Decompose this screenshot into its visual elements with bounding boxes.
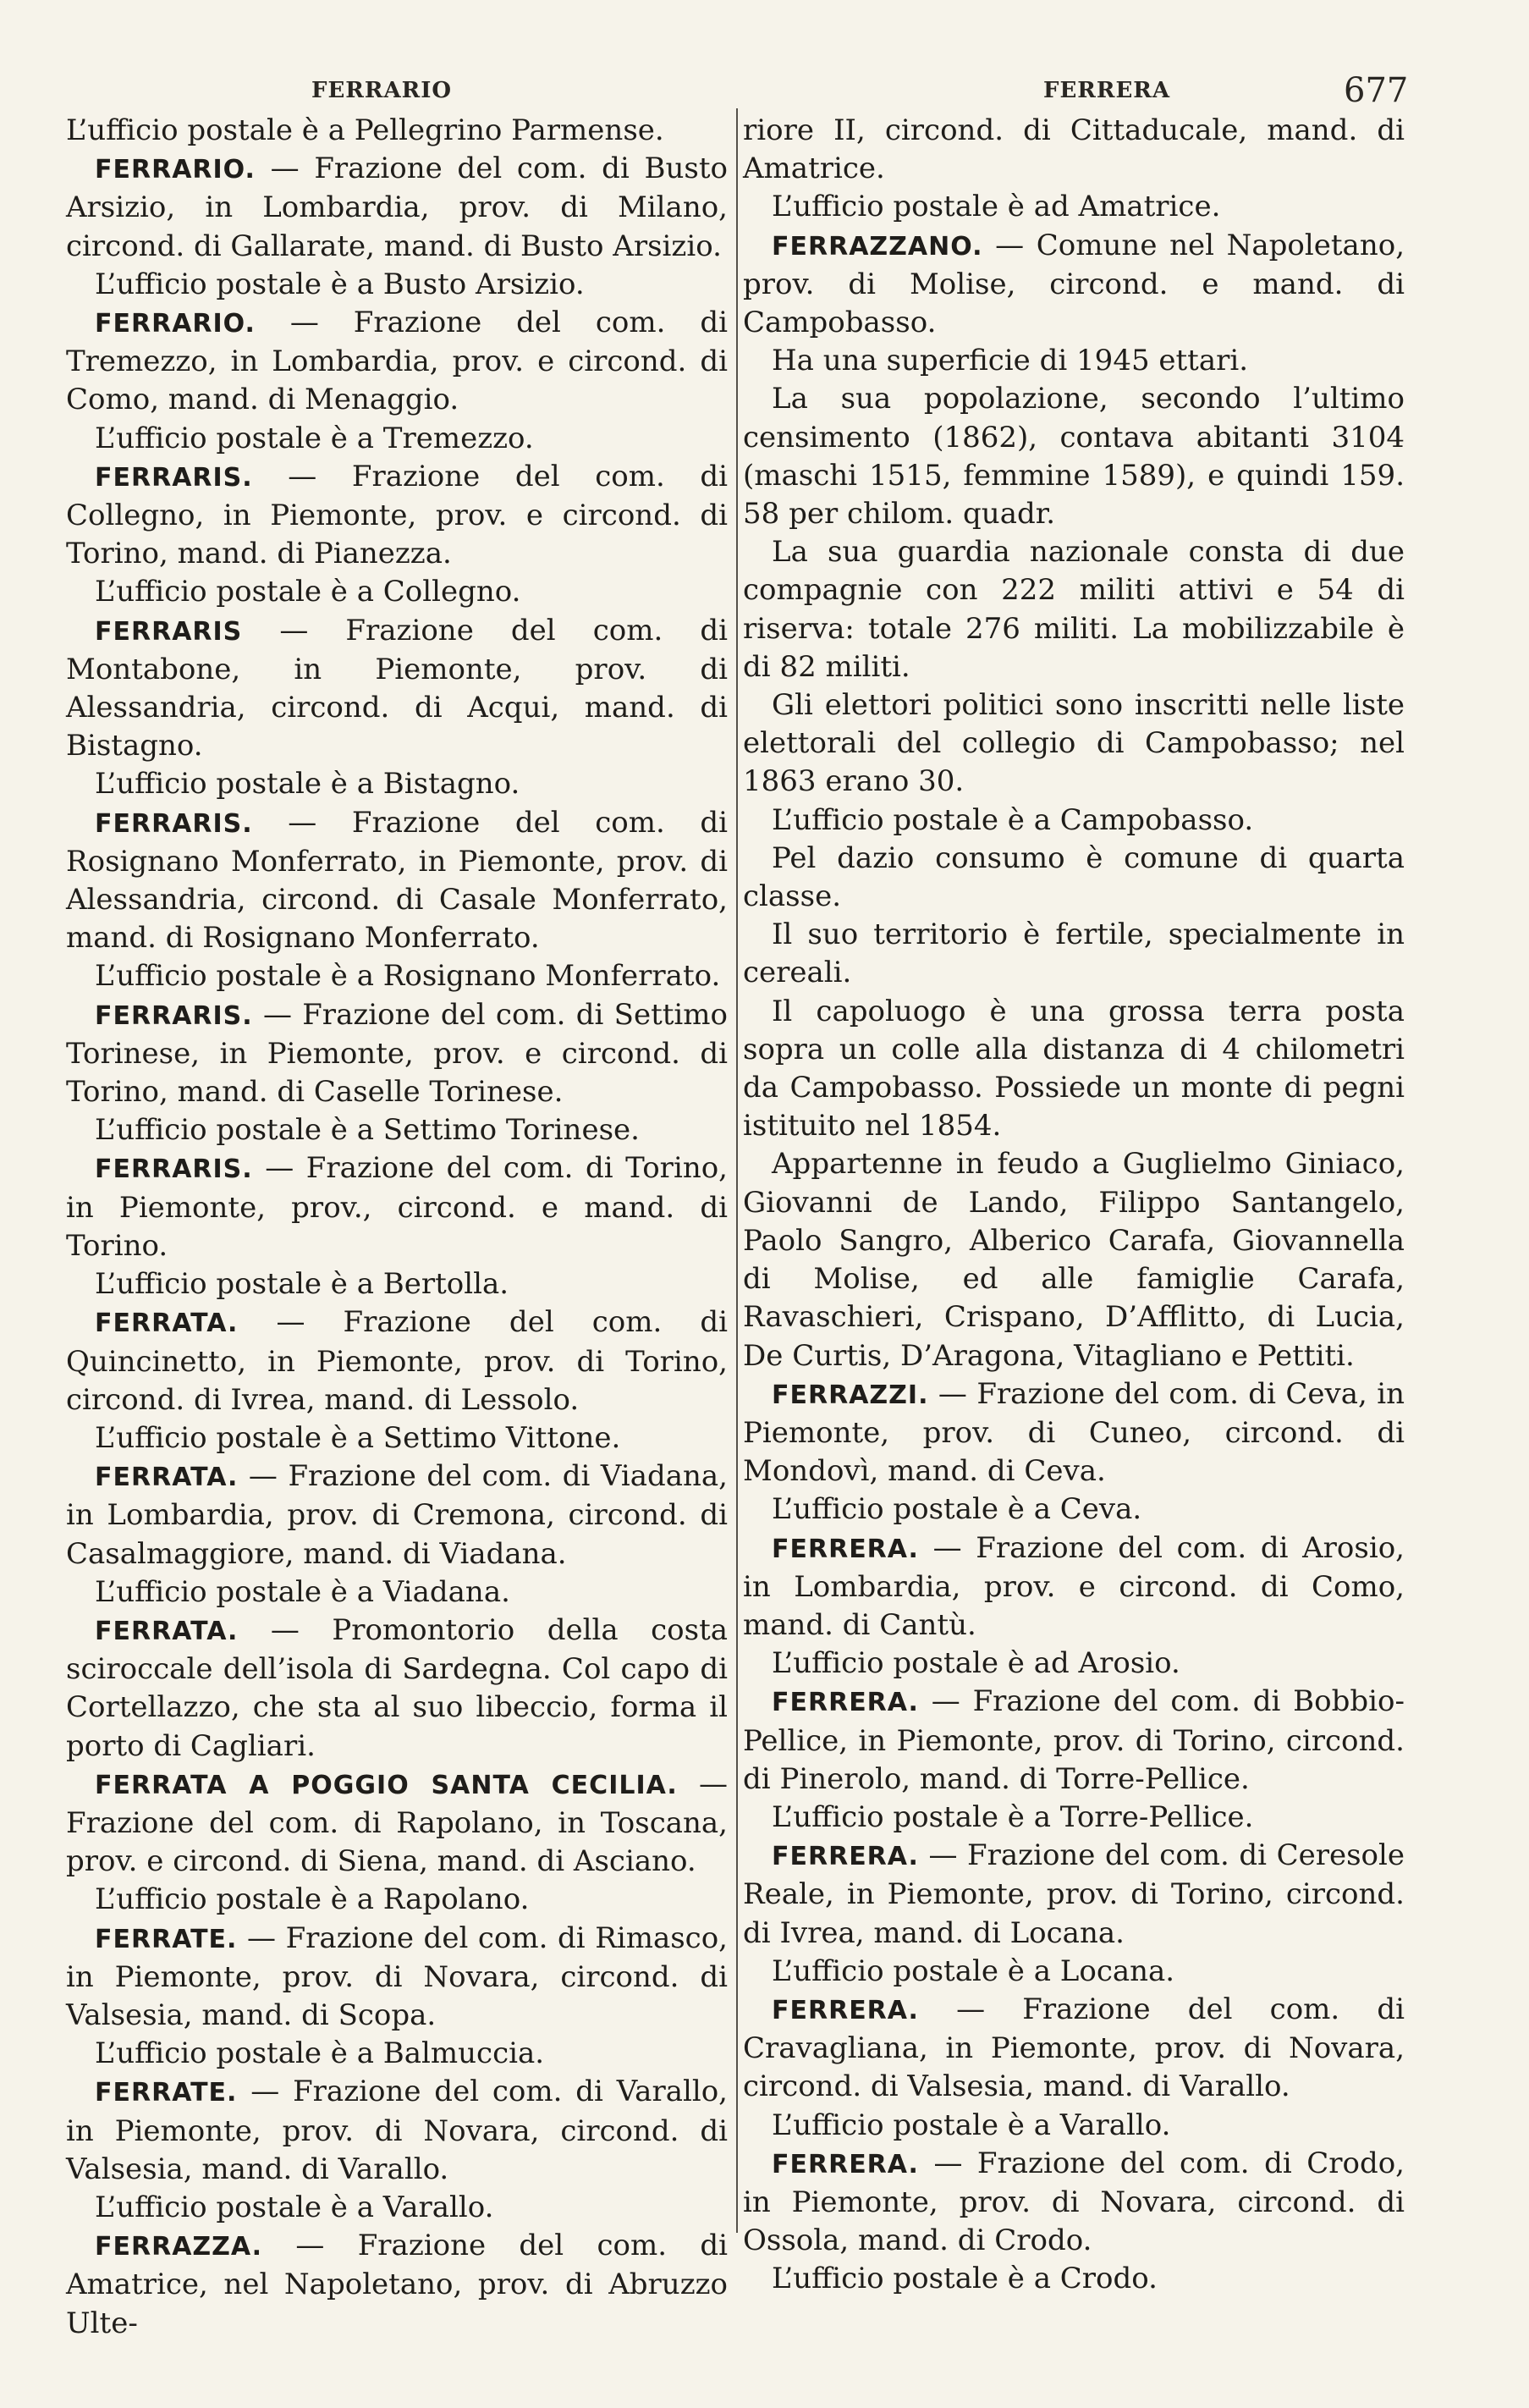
entry-text: — Comune nel Napoletano, prov. di Molise, circond. e mand. di Campobasso. [743,228,1405,340]
entry-text: — Frazione del com. di Crodo, in Piemonte, prov. di Novara, circond. di Ossola, mand. di Crodo. [743,2146,1405,2258]
entry-paragraph [743,1529,1405,1645]
entry-paragraph [66,804,728,958]
body-paragraph [743,1491,1405,1529]
entry-text: L’ufficio postale è a Varallo. [95,2190,494,2224]
entry-text: — Frazione del com. di Torino, in Piemonte, prov., circond. e mand. di Torino. [66,1151,728,1263]
body-paragraph [66,1111,728,1149]
entry-text: L’ufficio postale è a Tremezzo. [95,421,534,455]
entry-text: — Frazione del com. di Bobbio-Pellice, in Piemonte, prov. di Torino, circond. di Pinerolo, mand. di Torre-Pellice. [743,1684,1405,1796]
body-paragraph [743,2260,1405,2298]
entry-text: Pel dazio consumo è comune di quarta classe. [743,840,1405,914]
entry-text: L’ufficio postale è a Torre-Pellice. [772,1799,1254,1834]
body-paragraph [743,2107,1405,2145]
entry-text: — Frazione del com. di Montabone, in Piemonte, prov. di Alessandria, circond. di Acqui, mand. di Bistagno. [66,613,728,763]
column-divider [736,108,738,2233]
running-head-left: FERRARIO [311,78,453,103]
entry-headword: FERRARIS. [95,462,253,493]
entry-text: L’ufficio postale è a Collegno. [95,575,521,609]
entry-headword: FERRATA. [95,1616,239,1646]
entry-headword: FERRERA. [772,2149,919,2179]
entry-text: L’ufficio postale è a Varallo. [772,2108,1171,2142]
entry-text: Gli elettori politici sono inscritti nelle liste elettorali del collegio di Campobasso; nel 1863 erano 30. [743,688,1405,799]
entry-paragraph [66,150,728,266]
body-paragraph [743,188,1405,226]
entry-paragraph [66,1612,728,1766]
entry-paragraph [743,1837,1405,1953]
body-paragraph [743,686,1405,802]
entry-paragraph [743,227,1405,343]
entry-headword: FERRERA. [772,1995,919,2025]
body-paragraph [743,1645,1405,1683]
entry-headword: FERRERA. [772,1842,919,1872]
entry-paragraph [66,996,728,1112]
body-paragraph [66,957,728,995]
entry-text: — Frazione del com. di Amatrice, nel Napoletano, prov. di Abruzzo Ulte- [66,2229,728,2340]
entry-headword: FERRATE. [95,1924,238,1954]
entry-paragraph [743,1375,1405,1491]
body-paragraph [66,2035,728,2073]
entry-text: — Frazione del com. di Tremezzo, in Lombardia, prov. e circond. di Como, mand. di Menaggio. [66,306,728,417]
entry-paragraph [66,2073,728,2189]
entry-text: L’ufficio postale è a Balmuccia. [95,2036,545,2071]
body-paragraph [743,380,1405,533]
entry-text: Il suo territorio è fertile, specialmente in cereali. [743,917,1405,990]
entry-text: L’ufficio postale è a Rosignano Monferrato. [95,959,721,994]
entry-text: Appartenne in feudo a Guglielmo Giniaco, Giovanni de Lando, Filippo Santangelo, Paolo Sangro, Alberico Carafa, Giovannella di Molise, ed alle famiglie Carafa, Ravaschieri, Crispano, D’Afflitto, di Lucia, De Curtis, D’Aragona, Vitagliano e Pettiti. [743,1147,1405,1373]
entry-text: L’ufficio postale è a Locana. [772,1953,1175,1988]
left-column [66,112,728,2343]
entry-text: Il capoluogo è una grossa terra posta sopra un colle alla distanza di 4 chilometri da Campobasso. Possiede un monte di pegni istituito nel 1854. [743,994,1405,1143]
entry-text: — Frazione del com. di Ceresole Reale, in Piemonte, prov. di Torino, circond. di Ivrea, mand. di Locana. [743,1838,1405,1950]
entry-text: L’ufficio postale è ad Amatrice. [772,190,1221,224]
body-paragraph [743,342,1405,380]
entry-paragraph [66,612,728,766]
body-paragraph [743,840,1405,916]
page-number: 677 [1344,71,1409,110]
entry-text: — Promontorio della costa sciroccale dell’isola di Sardegna. Col capo di Cortellazzo, che sta al suo libeccio, forma il porto di Cagliari. [66,1612,728,1763]
body-paragraph [743,112,1405,188]
entry-text: — Frazione del com. di Cravagliana, in Piemonte, prov. di Novara, circond. di Valsesia, mand. di Varallo. [743,1992,1405,2104]
entry-text: — Frazione del com. di Viadana, in Lombardia, prov. di Cremona, circond. di Casalmaggiore, mand. di Viadana. [66,1459,728,1571]
entry-text: La sua popolazione, secondo l’ultimo censimento (1862), contava abitanti 3104 (maschi 1515, femmine 1589), e quindi 159. 58 per chilom. quadr. [743,382,1405,532]
entry-headword: FERRATA. [95,1309,239,1339]
entry-text: — Frazione del com. di Collegno, in Piemonte, prov. e circond. di Torino, mand. di Pianezza. [66,459,728,571]
body-paragraph [66,266,728,304]
right-column [743,112,1405,2299]
body-paragraph [743,993,1405,1146]
entry-text: Ha una superficie di 1945 ettari. [772,344,1249,378]
body-paragraph [743,1799,1405,1837]
body-paragraph [66,573,728,611]
entry-text: L’ufficio postale è a Busto Arsizio. [95,267,585,301]
entry-text: L’ufficio postale è a Campobasso. [772,802,1254,837]
body-paragraph [66,420,728,458]
entry-headword: FERRATA. [95,1463,239,1493]
body-paragraph [743,802,1405,840]
entry-text: — Frazione del com. di Arosio, in Lombardia, prov. e circond. di Como, mand. di Cantù. [743,1530,1405,1642]
entry-paragraph [66,458,728,574]
entry-text: — Frazione del com. di Rosignano Monferrato, in Piemonte, prov. di Alessandria, circond. di Casale Monferrato, mand. di Rosignano Monferrato. [66,805,728,956]
entry-text: L’ufficio postale è a Pellegrino Parmense. [66,113,664,147]
entry-text: La sua guardia nazionale consta di due compagnie con 222 militi attivi e 54 di riserva: totale 276 militi. La mobilizzabile è di 82 militi. [743,535,1405,684]
body-paragraph [66,1881,728,1919]
entry-text: L’ufficio postale è a Ceva. [772,1492,1142,1527]
entry-text: — Frazione del com. di Rimasco, in Piemonte, prov. di Novara, circond. di Valsesia, mand. di Scopa. [66,1920,728,2032]
entry-headword: FERRAZZANO. [772,231,983,262]
entry-headword: FERRATE. [95,2078,238,2108]
entry-text: L’ufficio postale è ad Arosio. [772,1646,1180,1681]
entry-text: — Frazione del com. di Ceva, in Piemonte, prov. di Cuneo, circond. di Mondovì, mand. di Ceva. [743,1376,1405,1489]
entry-paragraph [743,2145,1405,2261]
entry-text: L’ufficio postale è a Settimo Vittone. [95,1420,621,1455]
body-paragraph [66,1573,728,1612]
entry-text: L’ufficio postale è a Bistagno. [95,767,520,802]
entry-headword: FERRERA. [772,1534,919,1564]
entry-text: — Frazione del com. di Quincinetto, in Piemonte, prov. di Torino, circond. di Ivrea, mand. di Lessolo. [66,1305,728,1417]
entry-text: L’ufficio postale è a Bertolla. [95,1267,509,1302]
body-paragraph [66,2189,728,2227]
body-paragraph [743,1953,1405,1991]
entry-paragraph [743,1683,1405,1799]
entry-text: L’ufficio postale è a Viadana. [95,1574,510,1609]
entry-headword: FERRARIS. [95,1000,253,1031]
body-paragraph [66,1419,728,1457]
entry-text: — Frazione del com. di Busto Arsizio, in Lombardia, prov. di Milano, circond. di Gallarate, mand. di Busto Arsizio. [66,152,728,263]
entry-headword: FERRAZZI. [772,1380,929,1410]
body-paragraph [66,1265,728,1303]
entry-headword: FERRERA. [772,1688,919,1718]
entry-paragraph [66,1920,728,2036]
entry-text: L’ufficio postale è a Settimo Torinese. [95,1113,640,1148]
entry-headword: FERRARIO. [95,309,256,339]
running-head-right: FERRERA [1043,78,1171,103]
entry-headword: FERRARIO. [95,155,256,185]
entry-paragraph [66,1457,728,1573]
body-paragraph [743,916,1405,992]
entry-headword: FERRARIS [95,616,243,647]
entry-text: riore II, circond. di Cittaducale, mand. di Amatrice. [743,113,1405,186]
entry-paragraph [743,1991,1405,2107]
entry-text: L’ufficio postale è a Crodo. [772,2262,1158,2296]
entry-text: L’ufficio postale è a Rapolano. [95,1882,530,1917]
entry-headword: FERRAZZA. [95,2232,263,2262]
entry-text: — Frazione del com. di Settimo Torinese, in Piemonte, prov. e circond. di Torino, mand. di Caselle Torinese. [66,997,728,1110]
body-paragraph [66,765,728,803]
entry-text: — Frazione del com. di Rapolano, in Toscana, prov. e circond. di Siena, mand. di Asciano. [66,1766,729,1879]
body-paragraph [743,533,1405,686]
entry-headword: FERRARIS. [95,808,253,839]
entry-headword: FERRATA A POGGIO SANTA CECILIA. [95,1770,678,1800]
body-paragraph [743,1145,1405,1375]
entry-paragraph [66,1303,728,1419]
entry-paragraph [66,304,728,420]
body-paragraph [66,112,728,150]
entry-paragraph [66,1766,728,1882]
entry-paragraph [66,1149,728,1265]
entry-paragraph [66,2227,728,2343]
entry-headword: FERRARIS. [95,1154,253,1185]
entry-text: — Frazione del com. di Varallo, in Piemonte, prov. di Novara, circond. di Valsesia, mand. di Varallo. [66,2075,728,2186]
